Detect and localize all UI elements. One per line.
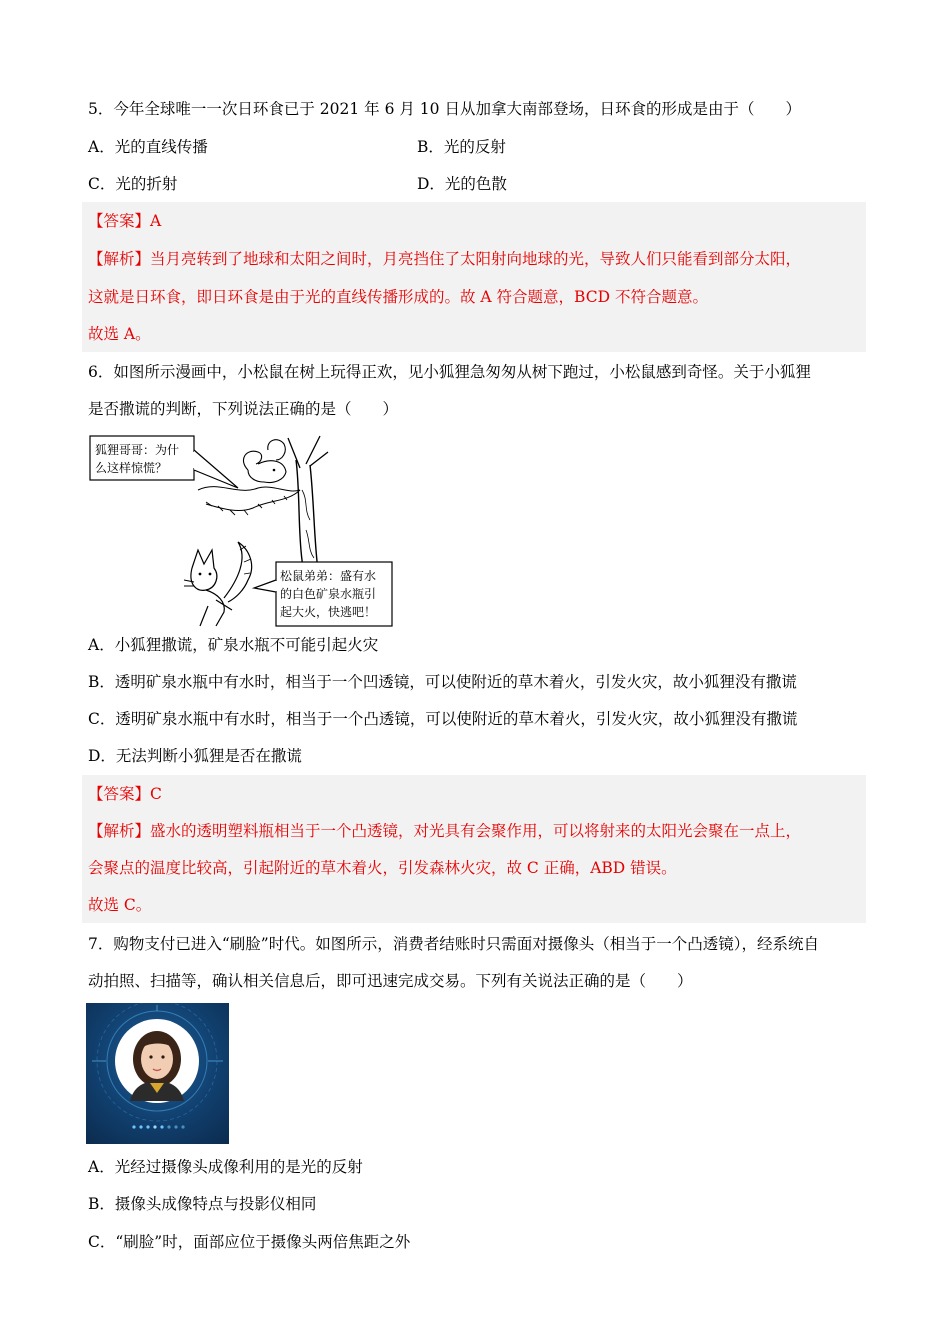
q5-option-c: C．光的折射 [88,175,178,193]
squirrel-bubble-line2: 么这样惊慌？ [95,461,168,475]
q5-option-a: A．光的直线传播 [88,138,208,156]
q6-answer-box [82,775,866,923]
q6-analysis-line1: 【解析】盛水的透明塑料瓶相当于一个凸透镜，对光具有会聚作用，可以将射来的太阳光会聚在一点上， [88,822,802,840]
q7-stem-line2: 动拍照、扫描等，确认相关信息后，即可迅速完成交易。下列有关说法正确的是（ ） [88,972,693,990]
q6-stem-line1: 6．如图所示漫画中，小松鼠在树上玩得正欢，见小狐狸急匆匆从树下跑过，小松鼠感到奇怪。关于小狐狸 [88,363,811,381]
q5-answer: 【答案】A [88,212,162,230]
q6-stem-line2: 是否撒谎的判断，下列说法正确的是（ ） [88,400,399,418]
face-scan-photo [86,1003,229,1144]
q6-analysis-line2: 会聚点的温度比较高，引起附近的草木着火，引发森林火灾，故 C 正确，ABD 错误。 [88,859,677,877]
q5-option-b: B．光的反射 [417,138,506,156]
q7-option-b: B．摄像头成像特点与投影仪相同 [88,1195,317,1213]
q5-stem: 5．今年全球唯一一次日环食已于 2021 年 6 月 10 日从加拿大南部登场，日环食的形成是由于（ ） [88,100,801,118]
q7-option-c: C．“刷脸”时，面部应位于摄像头两倍焦距之外 [88,1233,411,1251]
q6-answer: 【答案】C [88,785,162,803]
q7-option-a: A．光经过摄像头成像利用的是光的反射 [88,1158,363,1176]
q6-option-b: B．透明矿泉水瓶中有水时，相当于一个凹透镜，可以使附近的草木着火，引发火灾，故小狐狸没有撒谎 [88,673,797,691]
q6-option-a: A．小狐狸撒谎，矿泉水瓶不可能引起火灾 [88,636,379,654]
q6-conclusion: 故选 C。 [88,896,152,914]
squirrel-bubble-line1: 狐狸哥哥：为什 [95,443,180,457]
q5-conclusion: 故选 A。 [88,325,151,343]
q5-analysis-line1: 【解析】当月亮转到了地球和太阳之间时，月亮挡住了太阳射向地球的光，导致人们只能看到部分太阳， [88,250,802,268]
fox-bubble-line1: 松鼠弟弟：盛有水 [280,569,377,583]
fox-squirrel-cartoon [88,430,428,630]
q7-stem-line1: 7．购物支付已进入“刷脸”时代。如图所示，消费者结账时只需面对摄像头（相当于一个凸透镜），经系统自 [88,935,819,953]
q6-option-c: C．透明矿泉水瓶中有水时，相当于一个凸透镜，可以使附近的草木着火，引发火灾，故小狐狸没有撒谎 [88,710,798,728]
scan-progress-dots [132,1125,184,1128]
fox-bubble-line2: 的白色矿泉水瓶引 [280,587,377,601]
q5-answer-box [82,202,866,352]
q6-option-d: D．无法判断小狐狸是否在撒谎 [88,747,302,765]
fox-bubble-line3: 起大火，快逃吧！ [280,605,377,619]
q5-analysis-line2: 这就是日环食，即日环食是由于光的直线传播形成的。故 A 符合题意，BCD 不符合题意。 [88,288,708,306]
q5-option-d: D．光的色散 [417,175,507,193]
